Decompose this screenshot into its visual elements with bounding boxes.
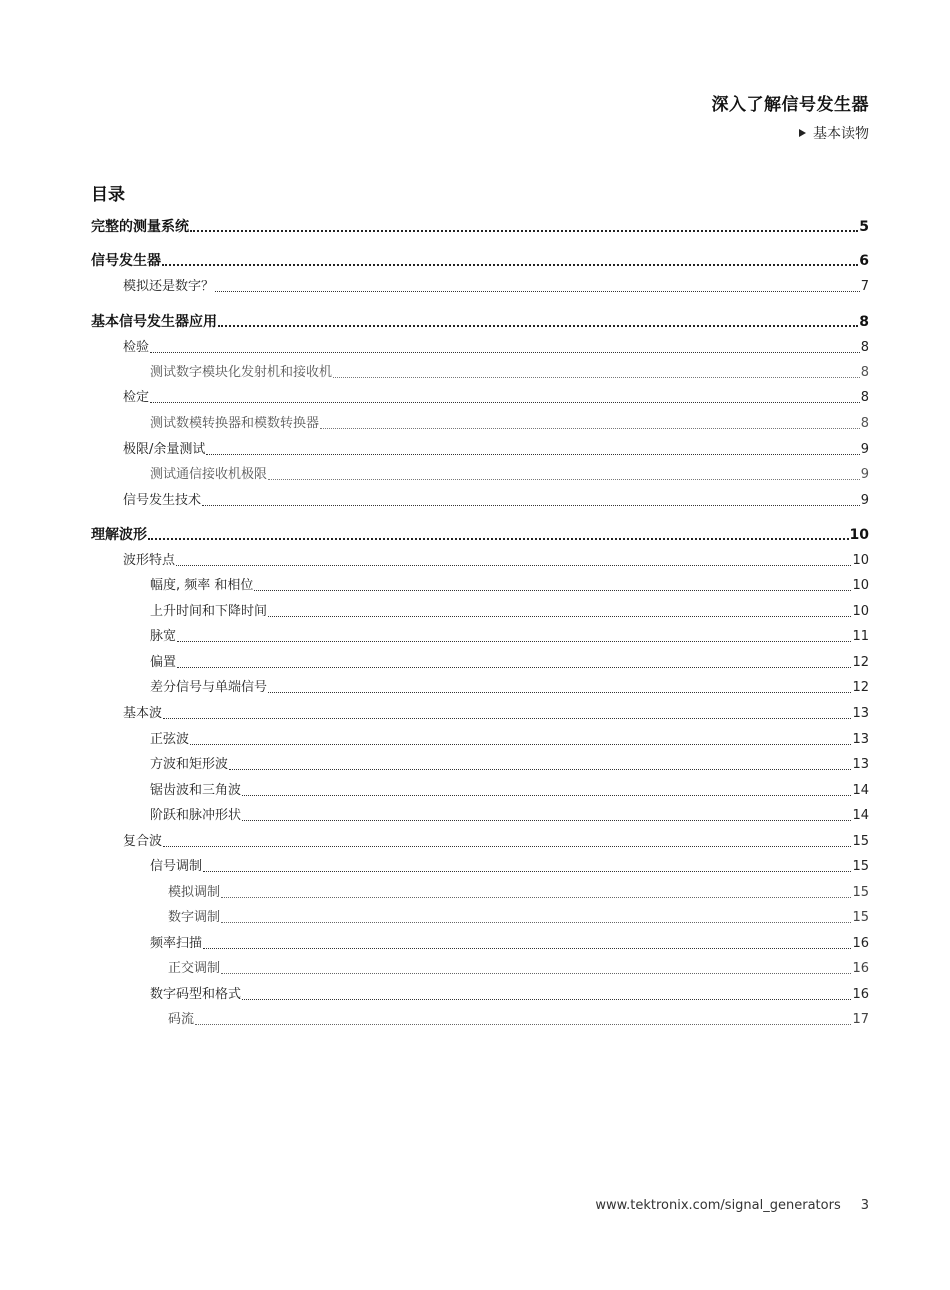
toc-entry[interactable] [123,552,869,570]
toc-entry-label: 正弦波 [150,732,190,747]
toc-entry-page: 16 [852,961,869,976]
triangle-right-icon [799,129,806,137]
toc-entry-page: 6 [859,253,869,269]
page-footer [595,1198,869,1213]
dot-leader [176,565,851,566]
toc-entry-page: 17 [852,1012,869,1027]
toc-entry[interactable] [150,577,869,595]
toc-entry-label: 差分信号与单端信号 [150,680,268,695]
toc-entry[interactable] [91,252,869,270]
toc-entry-page: 12 [852,680,869,695]
toc-entry[interactable] [123,278,869,296]
toc-entry-page: 8 [860,340,869,355]
toc-entry[interactable] [123,833,869,851]
toc-entry-page: 9 [860,467,869,482]
dot-leader [268,692,851,693]
toc-entry-label: 完整的测量系统 [91,219,189,235]
dot-leader [333,377,860,378]
dot-leader [221,922,851,923]
document-subtitle [799,123,869,143]
toc-entry-page: 15 [852,885,869,900]
toc-entry-label: 正交调制 [168,961,221,976]
toc-entry[interactable] [150,415,869,433]
dot-leader [162,264,858,266]
toc-entry-label: 测试数字模块化发射机和接收机 [150,365,333,380]
toc-entry[interactable] [123,492,869,510]
dot-leader [215,291,860,292]
toc-entry-label: 模拟还是数字？ [123,279,215,294]
toc-entry[interactable] [150,935,869,953]
toc-entry-page: 8 [860,390,869,405]
toc-entry-page: 8 [860,416,869,431]
footer-url[interactable]: www.tektronix.com/signal_generators [595,1198,841,1213]
toc-entry-label: 基本信号发生器应用 [91,314,217,330]
toc-entry[interactable] [150,756,869,774]
toc-entry-page: 13 [852,732,869,747]
toc-entry-page: 14 [852,808,869,823]
toc-entry[interactable] [123,705,869,723]
toc-entry-page: 16 [852,987,869,1002]
dot-leader [268,479,860,480]
toc-entry-label: 检定 [123,390,150,405]
toc-entry-label: 信号发生器 [91,253,161,269]
toc-entry-label: 频率扫描 [150,936,203,951]
toc-entry-label: 锯齿波和三角波 [150,783,242,798]
toc-entry[interactable] [91,218,869,236]
toc-entry-label: 模拟调制 [168,885,221,900]
toc-entry-page: 10 [852,604,869,619]
toc-entry[interactable] [168,909,869,927]
toc-entry[interactable] [150,679,869,697]
dot-leader [221,973,851,974]
dot-leader [268,616,851,617]
toc-entry-page: 10 [849,527,869,543]
toc-entry[interactable] [150,603,869,621]
subtitle-label: 基本读物 [813,126,869,142]
dot-leader [221,897,851,898]
toc-entry-label: 极限/余量测试 [123,442,206,457]
dot-leader [190,230,858,232]
toc-entry-label: 方波和矩形波 [150,757,229,772]
toc-entry[interactable] [150,858,869,876]
toc-entry-label: 偏置 [150,655,177,670]
dot-leader [242,820,851,821]
dot-leader [177,641,851,642]
dot-leader [203,871,851,872]
toc-entry[interactable] [150,364,869,382]
toc-entry-page: 15 [852,859,869,874]
toc-entry-label: 信号发生技术 [123,493,202,508]
toc-entry[interactable] [150,986,869,1004]
dot-leader [195,1024,851,1025]
dot-leader [242,795,851,796]
toc-entry-page: 12 [852,655,869,670]
toc-entry-page: 13 [852,706,869,721]
toc-entry-page: 10 [852,578,869,593]
dot-leader [218,325,858,327]
toc-entry-label: 信号调制 [150,859,203,874]
toc-entry[interactable] [150,466,869,484]
toc-entry-page: 14 [852,783,869,798]
dot-leader [202,505,860,506]
toc-entry-label: 复合波 [123,834,163,849]
toc-entry-page: 9 [860,442,869,457]
dot-leader [150,352,860,353]
toc-entry-label: 基本波 [123,706,163,721]
toc-entry-page: 8 [860,365,869,380]
toc-entry-page: 15 [852,910,869,925]
toc-entry-label: 测试数模转换器和模数转换器 [150,416,320,431]
toc-entry-page: 11 [852,629,869,644]
toc-entry-label: 检验 [123,340,150,355]
dot-leader [254,590,851,591]
toc-entry-label: 数字调制 [168,910,221,925]
dot-leader [229,769,851,770]
toc-entry[interactable] [168,960,869,978]
dot-leader [163,846,851,847]
toc-entry[interactable] [91,313,869,331]
toc-entry[interactable] [168,884,869,902]
toc-entry-label: 上升时间和下降时间 [150,604,268,619]
toc-entry-page: 5 [859,219,869,235]
toc-entry-label: 脉宽 [150,629,177,644]
dot-leader [206,454,859,455]
dot-leader [203,948,851,949]
toc-entry-label: 码流 [168,1012,195,1027]
toc-entry[interactable] [168,1011,869,1029]
dot-leader [242,999,851,1000]
dot-leader [150,402,860,403]
dot-leader [190,744,851,745]
toc-entry-page: 9 [860,493,869,508]
document-title: 深入了解信号发生器 [711,95,869,115]
toc-entry[interactable] [150,654,869,672]
toc-entry-label: 阶跃和脉冲形状 [150,808,242,823]
dot-leader [148,538,849,540]
page-number: 3 [860,1198,869,1213]
dot-leader [320,428,860,429]
toc-entry[interactable] [123,339,869,357]
toc-heading: 目录 [91,185,125,205]
toc-entry[interactable] [123,389,869,407]
toc-entry[interactable] [150,807,869,825]
toc-entry-page: 13 [852,757,869,772]
toc-entry[interactable] [150,628,869,646]
toc-entry-page: 8 [859,314,869,330]
toc-entry[interactable] [91,526,869,544]
toc-entry-label: 数字码型和格式 [150,987,242,1002]
toc-entry-label: 测试通信接收机极限 [150,467,268,482]
dot-leader [177,667,851,668]
dot-leader [163,718,851,719]
toc-entry-page: 7 [860,279,869,294]
toc-entry-label: 幅度, 频率 和相位 [150,578,254,593]
toc-entry[interactable] [150,731,869,749]
toc-entry[interactable] [150,782,869,800]
toc-entry-page: 15 [852,834,869,849]
toc-entry-label: 理解波形 [91,527,147,543]
toc-entry-page: 16 [852,936,869,951]
toc-entry-page: 10 [852,553,869,568]
toc-entry[interactable] [123,441,869,459]
toc-entry-label: 波形特点 [123,553,176,568]
